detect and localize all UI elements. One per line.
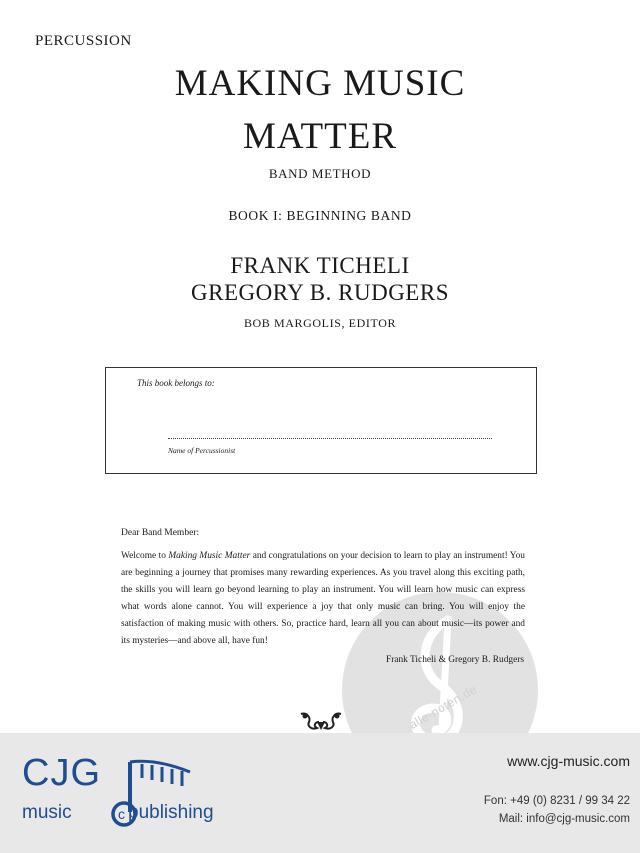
title-line-1: MAKING MUSIC <box>174 63 466 104</box>
logo-publishing-text: publishing <box>128 802 214 823</box>
owner-name-line[interactable] <box>168 438 492 439</box>
title-line-2: MATTER <box>243 116 397 157</box>
owner-name-caption: Name of Percussionist <box>168 446 236 455</box>
publisher-footer <box>0 733 640 853</box>
letter-body-start: Welcome to <box>121 551 169 561</box>
logo-music-text: music <box>22 802 72 823</box>
phone-number: Fon: +49 (0) 8231 / 99 34 22 <box>483 795 630 807</box>
watermark-text: alle-noten.de <box>406 681 480 733</box>
floral-ornament-icon <box>297 710 345 732</box>
subtitle: BAND METHOD <box>268 166 372 181</box>
logo-cjg-text: CJG <box>22 752 101 794</box>
letter-book-title: Making Music Matter <box>168 551 251 561</box>
website-link[interactable]: www.cjg-music.com <box>507 753 630 769</box>
email-link[interactable]: Mail: info@cjg-music.com <box>498 813 630 825</box>
letter-signature: Frank Ticheli & Gregory B. Rudgers <box>385 655 524 665</box>
owner-label: This book belongs to: <box>137 378 215 388</box>
svg-text:c: c <box>118 806 125 822</box>
instrument-label: PERCUSSION <box>35 33 132 49</box>
author-1: FRANK TICHELI <box>230 253 410 278</box>
publisher-logo[interactable] <box>20 750 230 830</box>
letter-body <box>121 548 525 650</box>
book-label: BOOK I: BEGINNING BAND <box>228 208 412 223</box>
owner-box <box>105 367 537 474</box>
letter-body-rest: and congratulations on your decision to learn to play an instrument! You are beginning a journey that promises many rewarding experiences. As you travel along this exciting path, the skills you will learn go beyond learning to play an instrument. You will learn how music can express what words alone cannot. You will experience a joy that only music can bring. You will enjoy the satisfaction of making music with others. So, practice hard, learn all you can about music—its power and its mysteries—and above all, have fun! <box>121 551 525 646</box>
author-2: GREGORY B. RUDGERS <box>191 280 449 305</box>
letter-greeting: Dear Band Member: <box>121 528 200 538</box>
editor-credit: BOB MARGOLIS, EDITOR <box>243 316 397 330</box>
